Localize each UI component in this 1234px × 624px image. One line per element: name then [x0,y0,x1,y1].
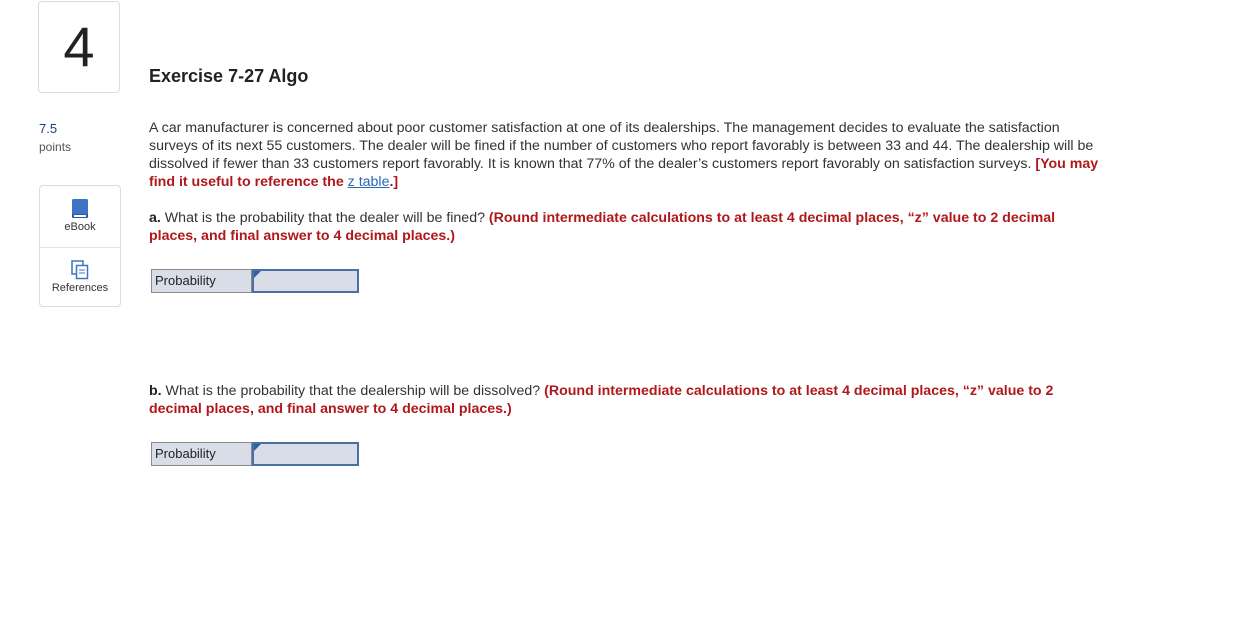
reference-prefix: [You may find it useful to reference the [149,156,1099,190]
z-table-link[interactable]: z table [347,174,390,190]
exercise-title: Exercise 7-27 Algo [149,66,309,86]
part-a-label: a. [149,210,161,226]
part-b-question [149,382,1099,418]
part-a-probability-input[interactable] [254,271,357,291]
part-a-answer-cell[interactable] [252,269,359,293]
part-b-answer-cell[interactable] [252,442,359,466]
part-b-probability-input[interactable] [254,444,357,464]
references-button[interactable] [40,247,120,307]
references-label: References [51,282,109,294]
part-b-text: What is the probability that the dealership will be dissolved? [161,383,545,399]
part-b-label: b. [149,383,162,399]
reference-suffix: .] [389,174,399,190]
part-a-text: What is the probability that the dealer will be fined? [160,210,489,226]
part-b-instruction: (Round intermediate calculations to at least 4 decimal places, “z” value to 2 decimal places, and final answer to 4 decimal places.) [149,383,1054,417]
problem-intro-text: A car manufacturer is concerned about poor customer satisfaction at one of its dealerships. The management decides to evaluate the satisfaction surveys of its next 55 customers. The dealer will be fined if the number of customers who report favorably is between 33 and 44. The dealership will be dissolved if fewer than 33 customers report favorably. It is known that 77% of the dealer’s customers report favorably on satisfaction surveys. [149,120,1094,172]
part-a-question [149,209,1099,245]
part-b-answer-label: Probability [152,443,252,465]
part-a-instruction: (Round intermediate calculations to at least 4 decimal places, “z” value to 2 decimal places, and final answer to 4 decimal places.) [149,210,1056,244]
flag-icon [254,271,261,278]
part-a-answer-row [151,269,359,293]
points-label: points [39,140,72,154]
question-number-box [38,1,120,93]
book-icon [71,199,89,219]
copy-pages-icon [71,260,89,280]
points-value: 7.5 [39,121,58,136]
resources-panel [39,185,121,307]
question-number: 4 [63,15,95,78]
ebook-label: eBook [64,221,96,233]
problem-statement [149,119,1099,191]
part-b-answer-row [151,442,359,466]
ebook-button[interactable] [40,186,120,248]
flag-icon [254,444,261,451]
part-a-answer-label: Probability [152,270,252,292]
